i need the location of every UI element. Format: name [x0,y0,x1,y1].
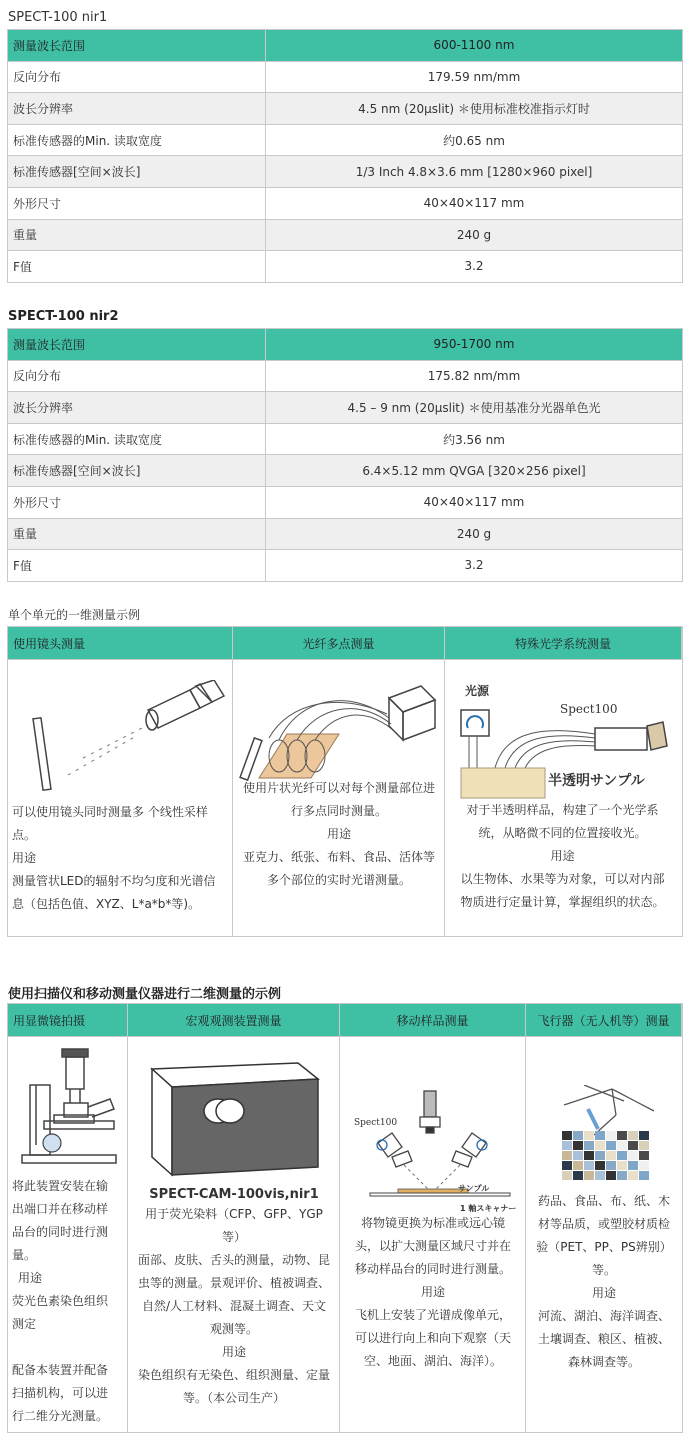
ex1-lens-desc-1: 可以使用镜头同时测量多 个线性采样 [12,805,208,819]
mosaic-tile [639,1141,649,1150]
ex1-optical-desc-1: 对于半透明样品，构建了一个光学系 [466,803,659,817]
mosaic-tile [562,1131,572,1140]
ex2-cell-moving [340,1036,526,1432]
spec-value: 950-1700 nm [266,329,683,361]
ex2-moving-l6: 可以进行向上和向下观察（天 [354,1331,511,1345]
mosaic-tile [639,1131,649,1140]
spec-value: 40×40×117 mm [266,187,683,219]
microscope-illustration [14,1045,124,1170]
ex1-fiber-use-2: 多个部位的实时光谱测量。 [266,873,411,887]
mosaic-tile [606,1151,616,1160]
nir2-spec-table [7,328,683,582]
ex1-optical-use-label: 用途 [550,849,575,863]
ex1-header-fiber: 光纤多点测量 [233,627,445,659]
spec-key: 标准传感器的Min. 读取宽度 [8,124,266,156]
spec-row [8,329,683,361]
spec-key: 测量波长范围 [8,329,266,361]
ex2-drone-l4: 等。 [591,1263,616,1277]
ex2-micro-l2: 出端口并在移动样 [12,1202,109,1216]
mosaic-tile [595,1161,605,1170]
ex1-optical-use-2: 物质进行定量计算，掌握组织的状态。 [460,895,665,909]
mosaic-tile [573,1151,583,1160]
spec-row [8,455,683,487]
mosaic-tile [617,1171,627,1180]
nir1-title: SPECT-100 nir1 [8,10,108,25]
mosaic-tile [617,1161,627,1170]
ex1-fiber-desc-2: 行多点同时测量。 [290,804,387,818]
spec-row [8,550,683,582]
spect-cam-model: SPECT-CAM-100vis,nir1 [149,1187,319,1202]
light-source-label: 光源 [465,684,490,698]
ex1-lens-use-label: 用途 [12,851,37,865]
mosaic-tile [562,1151,572,1160]
mosaic-tile [573,1141,583,1150]
ex2-macro-l6: 观测等。 [209,1322,258,1336]
lens-measurement-illustration [28,680,228,795]
spec-row [8,61,683,93]
ex2-cell-microscope [8,1036,128,1432]
ex2-micro-use-label: 用途 [18,1271,43,1285]
fiber-multipoint-illustration [239,678,439,793]
ex1-header-optical: 特殊光学系统测量 [445,627,682,659]
mosaic-tile [573,1161,583,1170]
ex2-macro-l3: 面部、皮肤、舌头的测量，动物、昆 [137,1253,330,1267]
mosaic-tile [573,1131,583,1140]
ex2-micro-l7: 测定 [12,1317,37,1331]
spec-value: 40×40×117 mm [266,486,683,518]
ex2-macro-l8: 染色组织有无染色、组织测量、定量 [137,1368,330,1382]
spec-row [8,486,683,518]
ex1-cell-fiber [233,659,445,936]
spec-value: 240 g [266,219,683,251]
ex2-drone-use-label: 用途 [591,1286,616,1300]
spec-value: 240 g [266,518,683,550]
spec-key: 测量波长范围 [8,30,266,62]
ex2-moving-l5: 飞机上安装了光谱成像单元， [354,1308,511,1322]
spec-key: 反向分布 [8,61,266,93]
ex2-moving-l1: 将物镜更换为标准或远心镜 [360,1216,505,1230]
spec-row [8,251,683,283]
spec-value: 3.2 [266,550,683,582]
ex2-micro-l3: 品台的同时进行测 [12,1225,109,1239]
spec-key: 反向分布 [8,360,266,392]
mosaic-tile [595,1141,605,1150]
spec-key: 标准传感器[空间×波长] [8,156,266,188]
mosaic-tile [628,1161,638,1170]
mosaic-tile [606,1131,616,1140]
ex2-header-drone: 飞行器（无人机等）测量 [526,1004,682,1036]
ex2-header-macro: 宏观观测装置测量 [128,1004,340,1036]
ex2-header-moving: 移动样品测量 [340,1004,526,1036]
drone-illustration [554,1085,664,1185]
translucent-sample-label: 半透明サンプル [548,773,645,789]
mosaic-tile [595,1171,605,1180]
ex2-moving-use-label: 用途 [420,1285,445,1299]
ex2-cell-macro [128,1036,340,1432]
ex2-macro-l4: 虫等的测量。景观评价、植被调查、 [137,1276,330,1290]
mosaic-tile [606,1171,616,1180]
ex2-table [7,1003,683,1433]
spec-row [8,219,683,251]
mosaic-tile [562,1141,572,1150]
ex1-fiber-desc-1: 使用片状光纤可以对每个测量部位进 [242,781,435,795]
spec-value: 约0.65 nm [266,124,683,156]
ex2-drone-l8: 森林调查等。 [567,1355,640,1369]
ex2-drone-l3: 验（PET、PP、PS辨别） [536,1240,672,1254]
ex2-cell-drone [526,1036,682,1432]
spec-row [8,360,683,392]
ex2-moving-l7: 空、地面、湖泊、海洋）。 [363,1354,502,1368]
spect100-label: Spect100 [560,702,618,716]
spect100-small-label: Spect100 [354,1118,398,1128]
ex2-moving-l2: 头，以扩大测量区域尺寸并在 [354,1239,511,1253]
spec-value: 1/3 Inch 4.8×3.6 mm [1280×960 pixel] [266,156,683,188]
spec-row [8,93,683,125]
nir1-spec-table [7,29,683,283]
spec-key: 标准传感器[空间×波长] [8,455,266,487]
mosaic-tile [584,1171,594,1180]
mosaic-tile [628,1131,638,1140]
spec-value: 600-1100 nm [266,30,683,62]
ex2-macro-l9: 等。（本公司生产） [182,1391,285,1405]
spec-value: 4.5 – 9 nm (20μslit) ＊使用基准分光器单色光 [266,392,683,424]
nir2-title: SPECT-100 nir2 [8,309,119,324]
ex2-drone-l2: 材等品质，或塑胶材质检 [537,1217,670,1231]
mosaic-tile [595,1151,605,1160]
spec-key: 波长分辨率 [8,93,266,125]
mosaic-tile [562,1161,572,1170]
spec-value: 4.5 nm (20μslit) ＊使用标准校准指示灯时 [266,93,683,125]
ex2-header-microscope: 用显微镜拍摄 [8,1004,128,1036]
mosaic-tile [617,1131,627,1140]
ex1-lens-use-1: 测量管状LED的辐射不均匀度和光谱信 [12,874,216,888]
spec-row [8,187,683,219]
ex1-lens-desc-2: 点。 [12,828,37,842]
mosaic-tile [584,1161,594,1170]
ex2-macro-l2: 等） [221,1230,246,1244]
mosaic-tile [628,1171,638,1180]
mosaic-tile [628,1141,638,1150]
mosaic-tile [606,1161,616,1170]
ex2-title: 使用扫描仪和移动测量仪器进行二维测量的示例 [8,987,282,1002]
ex1-lens-use-2: 息（包括色值、XYZ、L*a*b*等)。 [12,897,201,911]
moving-sample-illustration [352,1085,522,1197]
ex2-micro-l11: 行二维分光测量。 [12,1409,109,1423]
mosaic-tile [562,1171,572,1180]
mosaic-tile [584,1151,594,1160]
spec-value: 179.59 nm/mm [266,61,683,93]
mosaic-tile [584,1141,594,1150]
mosaic-tile [617,1151,627,1160]
ex1-title: 单个单元的一维测量示例 [8,608,141,622]
ex2-macro-l1: 用于荧光染料（CFP、GFP、YGP [145,1207,323,1221]
sample-label: サンプル [458,1184,490,1193]
mosaic-tile [617,1141,627,1150]
spec-key: 重量 [8,518,266,550]
ex2-drone-l1: 药品、食品、布、纸、木 [537,1194,670,1208]
ex1-fiber-use-label: 用途 [326,827,351,841]
ex1-header-lens: 使用镜头测量 [8,627,233,659]
mosaic-tile [639,1161,649,1170]
scanner-label: 1 軸スキャナー [460,1204,517,1213]
spec-value: 175.82 nm/mm [266,360,683,392]
spec-key: 重量 [8,219,266,251]
spec-row [8,392,683,424]
mosaic-tile [639,1151,649,1160]
spec-key: F值 [8,251,266,283]
ex1-optical-desc-2: 统，从略微不同的位置接收光。 [478,826,647,840]
ex2-micro-l9: 配备本装置并配备 [12,1363,109,1377]
ex2-micro-l6: 荧光色素染色组织 [12,1294,109,1308]
spec-value: 3.2 [266,251,683,283]
mosaic-tile [573,1171,583,1180]
mosaic-tile [595,1131,605,1140]
ex2-moving-l3: 移动样品台的同时进行测量。 [354,1262,511,1276]
ex2-micro-l1: 将此装置安装在输 [12,1179,109,1193]
spec-key: 外形尺寸 [8,187,266,219]
ex1-cell-optical [445,659,682,936]
spectral-image-mosaic [562,1131,649,1180]
ex1-fiber-use-1: 亚克力、纸张、布料、食品、活体等 [242,850,435,864]
ex2-drone-l7: 土壤调查、粮区、植被、 [537,1332,670,1346]
ex2-micro-spacer [12,1336,124,1359]
ex2-macro-l5: 自然/人工材料、混凝土调查、天文 [141,1299,327,1313]
mosaic-tile [606,1141,616,1150]
spec-value: 约3.56 nm [266,423,683,455]
ex1-table [7,626,683,937]
ex2-macro-use-label: 用途 [221,1345,246,1359]
mosaic-tile [628,1151,638,1160]
spec-row [8,30,683,62]
spec-row [8,423,683,455]
spec-key: F值 [8,550,266,582]
spec-key: 标准传感器的Min. 读取宽度 [8,423,266,455]
ex2-micro-l4: 量。 [12,1248,37,1262]
spec-key: 外形尺寸 [8,486,266,518]
spec-row [8,156,683,188]
mosaic-tile [584,1131,594,1140]
spec-value: 6.4×5.12 mm QVGA [320×256 pixel] [266,455,683,487]
ex1-cell-lens [8,659,233,936]
ex2-drone-l6: 河流、湖泊、海洋调查、 [537,1309,670,1323]
ex1-optical-use-1: 以生物体、水果等为对象，可以对内部 [460,872,665,886]
spec-key: 波长分辨率 [8,392,266,424]
spec-row [8,124,683,156]
ex2-micro-l10: 扫描机构，可以进 [12,1386,109,1400]
macro-device-illustration [148,1059,328,1179]
spec-row [8,518,683,550]
mosaic-tile [639,1171,649,1180]
